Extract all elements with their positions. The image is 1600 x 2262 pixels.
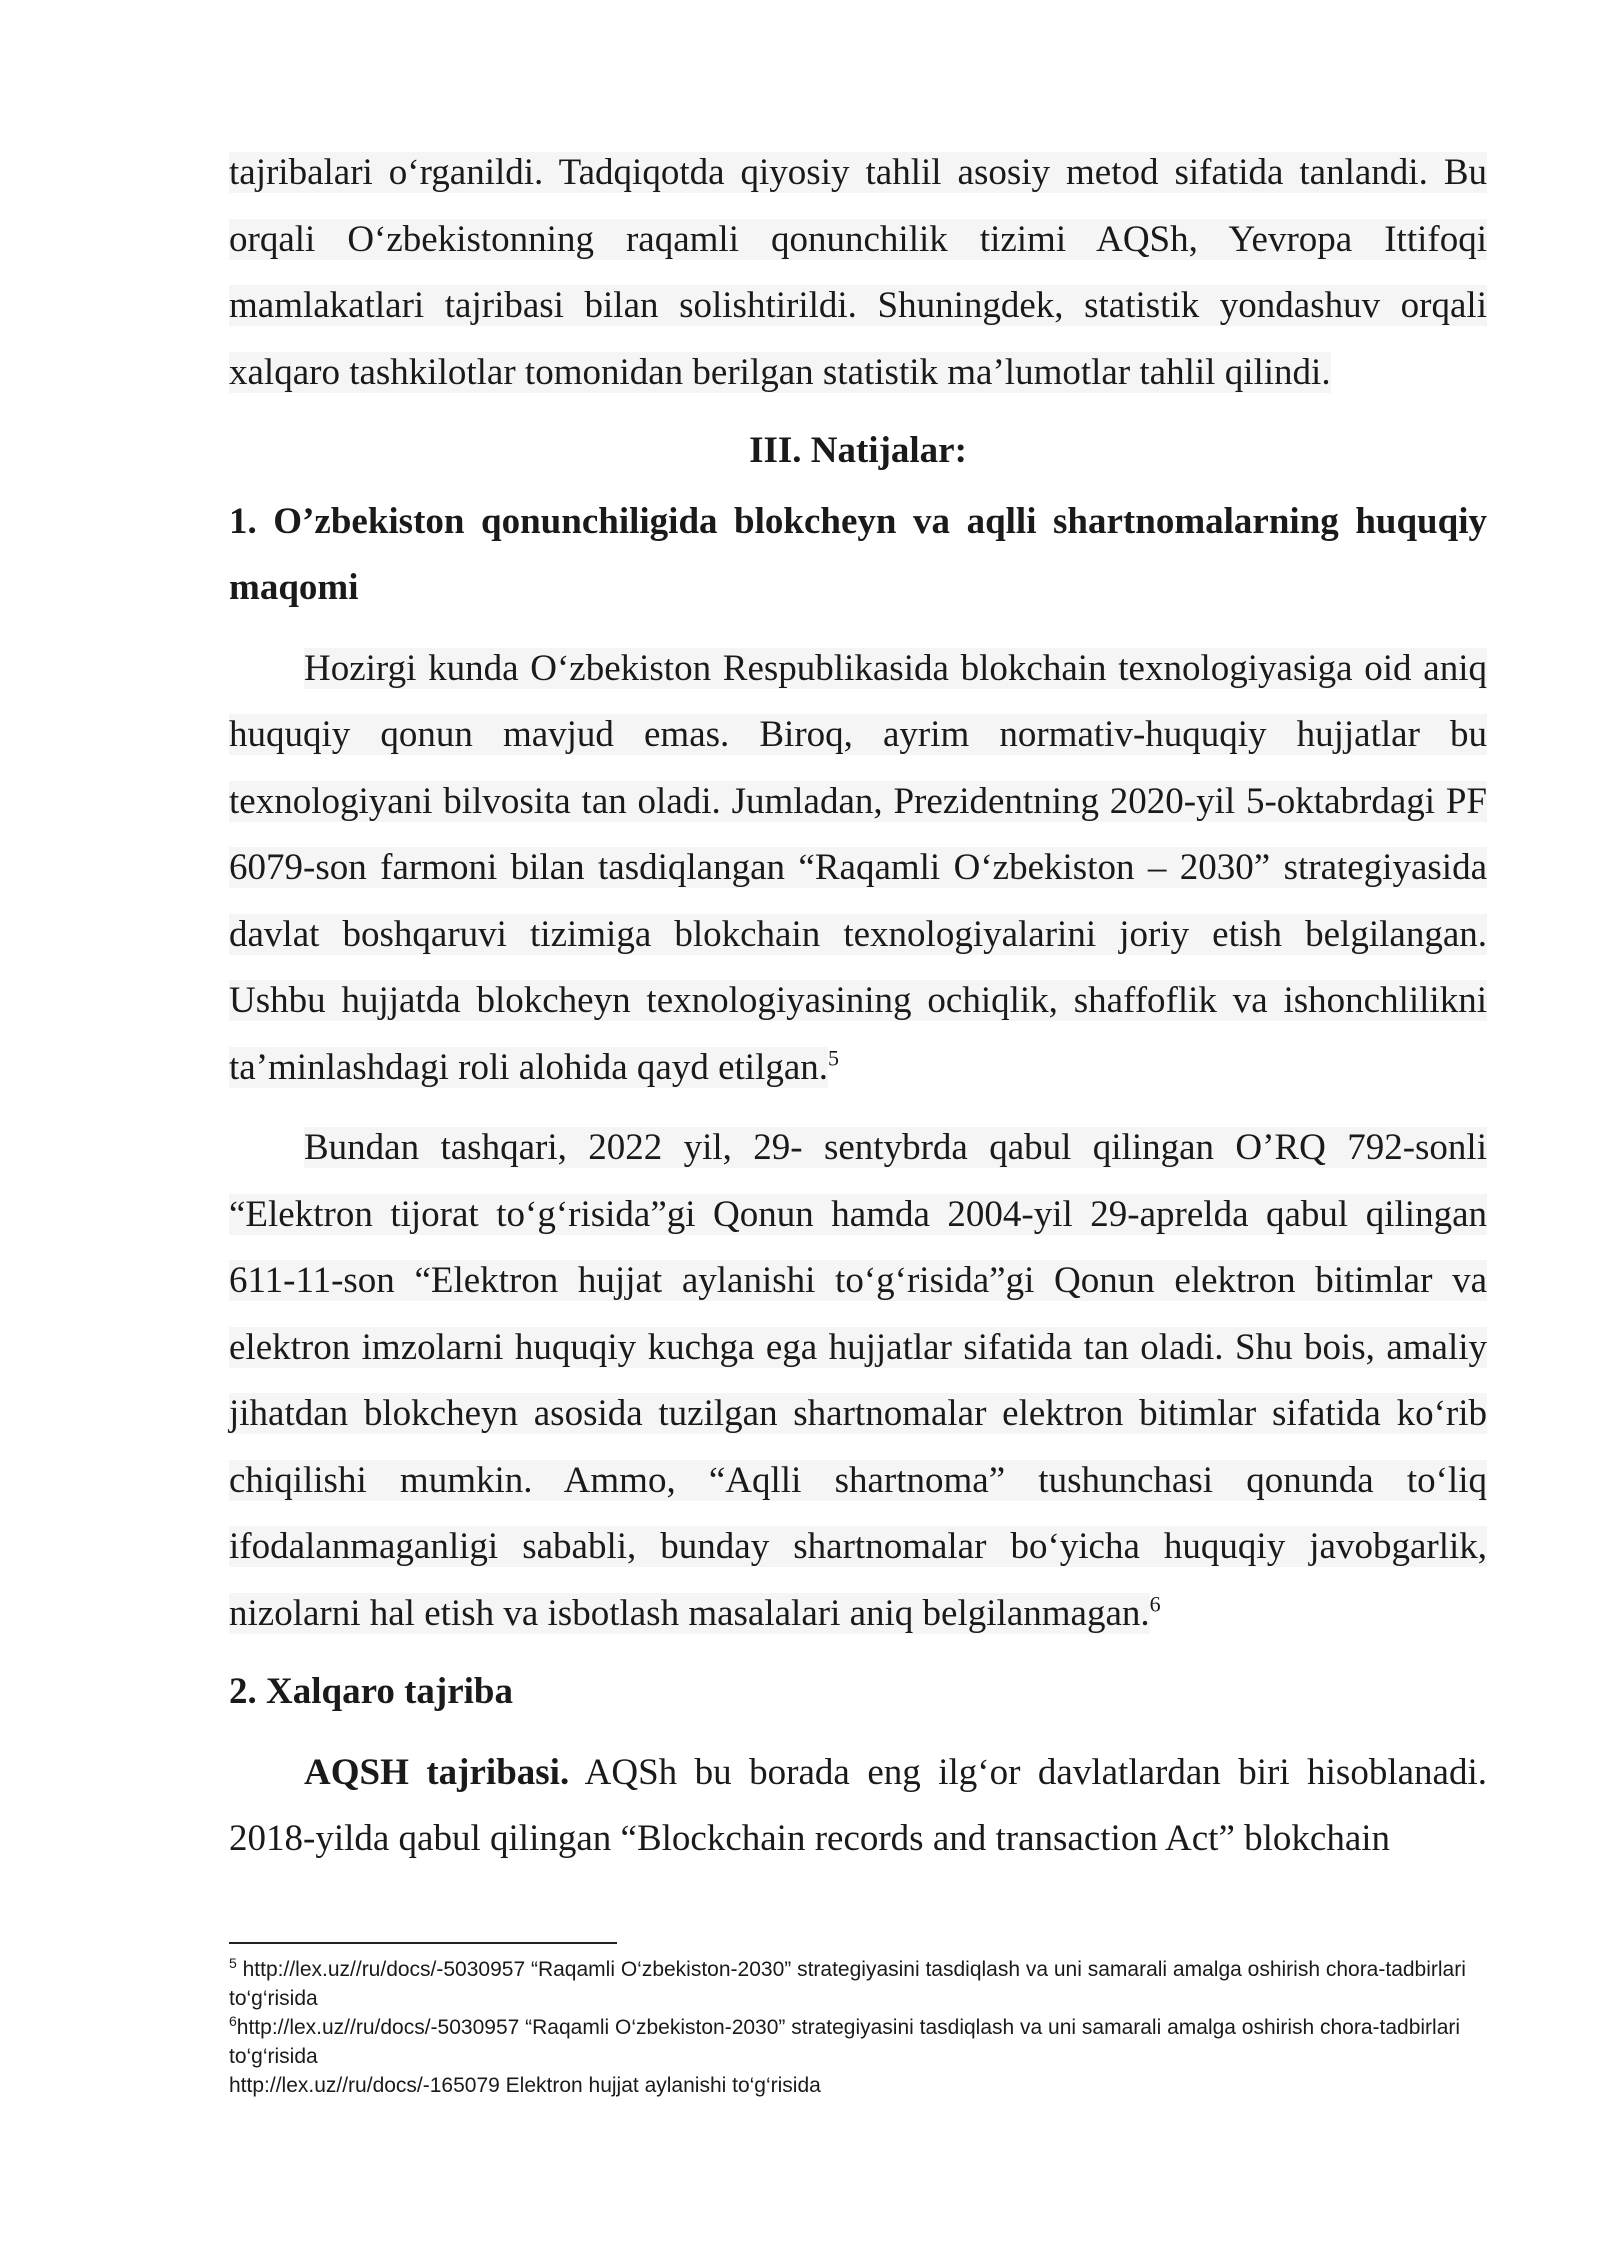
footnotes — [229, 1955, 1487, 2100]
footnote-divider — [229, 1942, 617, 1944]
footnote-7 — [229, 2071, 1487, 2100]
section2-lead: AQSH tajribasi. — [304, 1751, 570, 1793]
footnote-5 — [229, 1955, 1487, 2013]
footnote-6 — [229, 2013, 1487, 2071]
intro-paragraph: tajribalari o‘rganildi. Tadqiqotda qiyosiy tahlil asosiy metod sifatida tanlandi. Bu orqali O‘zbekistonning raqamli qonunchilik tizimi AQSh, Yevropa Ittifoqi mamlakatlari tajribasi bilan solishtirildi. Shuningdek, statistik yondashuv orqali xalqaro tashkilotlar tomonidan berilgan statistik ma’lumotlar tahlil qilindi. — [229, 152, 1487, 393]
footnote-7-text[interactable]: http://lex.uz//ru/docs/-165079 Elektron hujjat aylanishi to‘g‘risida — [229, 2074, 821, 2097]
footnote-ref-5[interactable]: 5 — [828, 1045, 840, 1071]
section2-heading: 2. Xalqaro tajriba — [229, 1671, 514, 1712]
footnote-mark-6: 6 — [229, 2013, 237, 2029]
footnote-mark-5: 5 — [229, 1955, 237, 1971]
section1-heading: 1. O’zbekiston qonunchiligida blokcheyn va aqlli shartnomalarning huquqiy maqomi — [229, 500, 1487, 608]
footnote-6-text[interactable]: http://lex.uz//ru/docs/-5030957 “Raqamli O‘zbekiston-2030” strategiyasini tasdiqlash va uni samarali amalga oshirish chora-tadbirlari to‘g‘risida — [229, 2016, 1461, 2068]
section2-paragraph-1: AQSH tajribasi. AQSh bu borada eng ilg‘or davlatlardan biri hisoblanadi. 2018-yilda qabul qilingan “Blockchain records and transaction Act” blokchain — [229, 1751, 1487, 1859]
section1-paragraph-1: Hozirgi kunda O‘zbekiston Respublikasida blokchain texnologiyasiga oid aniq huquqiy qonun mavjud emas. Biroq, ayrim normativ-huquqiy hujjatlar bu texnologiyani bilvosita tan oladi. Jumladan, Prezidentning 2020-yil 5-oktabrdagi PF 6079-son farmoni bilan tasdiqlangan “Raqamli O‘zbekiston – 2030” strategiyasida davlat boshqaruvi tizimiga blokchain texnologiyalarini joriy etish belgilangan. Ushbu hujjatda blokcheyn texnologiyasining ochiqlik, shaffoflik va ishonchlilikni ta’minlashdagi roli alohida qayd etilgan.$^5$ — [229, 647, 1487, 1088]
footnote-5-text[interactable]: http://lex.uz//ru/docs/-5030957 “Raqamli O‘zbekiston-2030” strategiyasini tasdiqlash va uni samarali amalga oshirish chora-tadbirlari to‘g‘risida — [229, 1958, 1466, 2010]
section1-paragraph-2: Bundan tashqari, 2022 yil, 29- sentybrda qabul qilingan O’RQ 792-sonli “Elektron tijorat to‘g‘risida”gi Qonun hamda 2004-yil 29-aprelda qabul qilingan 611-11-son “Elektron hujjat aylanishi to‘g‘risida”gi Qonun elektron bitimlar va elektron imzolarni huquqiy kuchga ega hujjatlar sifatida tan oladi. Shu bois, amaliy jihatdan blokcheyn asosida tuzilgan shartnomalar elektron bitimlar sifatida ko‘rib chiqilishi mumkin. Ammo, “Aqlli shartnoma” tushunchasi qonunda to‘liq ifodalanmaganligi sababli, bunday shartnomalar bo‘yicha huquqiy javobgarlik, nizolarni hal etish va isbotlash masalalari aniq belgilanmagan.$^6$ — [229, 1127, 1487, 1634]
footnote-ref-6[interactable]: 6 — [1149, 1591, 1161, 1617]
results-heading: III. Natijalar: — [749, 430, 967, 471]
main-text — [229, 140, 1487, 1873]
